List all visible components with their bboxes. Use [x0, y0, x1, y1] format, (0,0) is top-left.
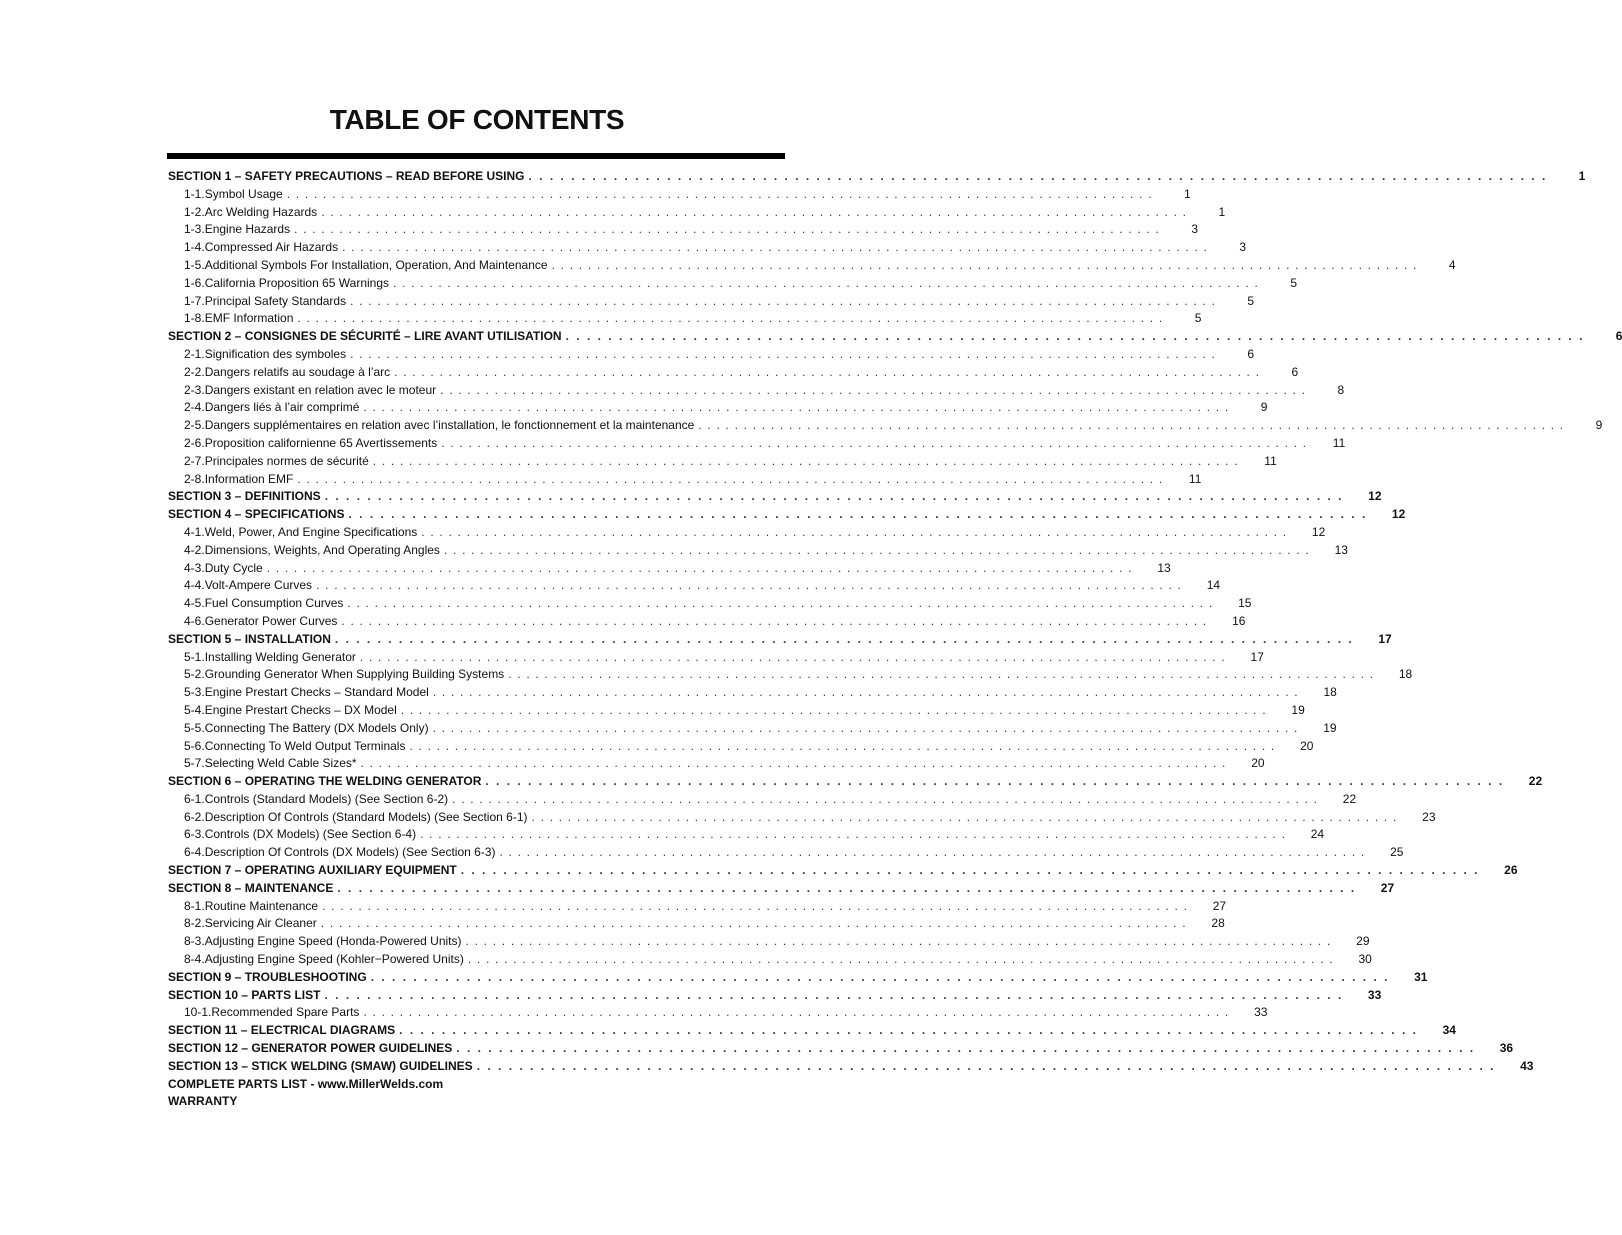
toc-item-row [168, 684, 1337, 702]
toc-item-number: 6-3. [184, 827, 205, 842]
toc-entry-label: Dangers existant en relation avec le moteur [204, 382, 437, 397]
toc-item-row [168, 293, 1255, 311]
toc-section-row [168, 773, 1543, 791]
toc-page-number: 16 [1232, 613, 1246, 628]
toc-item-number: 8-3. [184, 934, 205, 949]
toc-page-number: 1 [1218, 204, 1226, 219]
toc-entry-label: Arc Welding Hazards [204, 204, 318, 219]
toc-item-row [168, 382, 1345, 400]
toc-page-number: 17 [1378, 631, 1392, 646]
toc-entry-label: SECTION 11 – ELECTRICAL DIAGRAMS [168, 1023, 396, 1038]
dot-leader [401, 702, 1267, 720]
toc-item-number: 1-5. [184, 257, 205, 272]
toc-item-number: 2-1. [184, 346, 205, 361]
toc-page-number: 9 [1260, 400, 1268, 415]
toc-section-row [168, 987, 1382, 1005]
toc-entry-label: Generator Power Curves [204, 613, 338, 628]
toc-item-number: 6-2. [184, 809, 205, 824]
toc-page-number: 43 [1520, 1058, 1534, 1073]
toc-item-number: 4-6. [184, 613, 205, 628]
toc-item-row [168, 613, 1246, 631]
toc-page-number: 1 [1578, 169, 1586, 183]
dot-leader [466, 933, 1332, 951]
toc-entry-label: Engine Prestart Checks – DX Model [204, 702, 397, 717]
dot-leader [393, 275, 1259, 293]
dot-leader [363, 1004, 1229, 1022]
dot-leader [347, 595, 1213, 613]
toc-page-number: 34 [1442, 1023, 1456, 1038]
toc-item-row [168, 577, 1221, 595]
toc-item-row [168, 435, 1346, 453]
page-title: TABLE OF CONTENTS [329, 104, 625, 135]
dot-leader [485, 773, 1504, 791]
toc-page-number: 20 [1251, 756, 1265, 771]
dot-leader [461, 862, 1480, 880]
dot-leader [350, 346, 1216, 364]
toc-entry-label: Symbol Usage [204, 186, 283, 201]
toc-entry-label: Dangers relatifs au soudage à l’arc [204, 364, 391, 379]
toc-item-number: 2-5. [184, 418, 205, 433]
toc-item-number: 1-4. [184, 240, 205, 255]
toc-page-number: 27 [1212, 898, 1227, 913]
dot-leader [294, 221, 1160, 239]
toc-item-row [168, 542, 1348, 560]
toc-entry-label: Servicing Air Cleaner [204, 916, 317, 931]
toc-entry-label: SECTION 10 – PARTS LIST [168, 987, 321, 1002]
toc-page-number: 3 [1191, 222, 1199, 237]
toc-page-number: 26 [1504, 863, 1518, 878]
toc-extra-row [168, 1076, 782, 1094]
toc-page-number: 27 [1380, 880, 1395, 895]
toc-entry-label: Duty Cycle [204, 560, 263, 575]
toc-entry-label: SECTION 2 – CONSIGNES DE SÉCURITÉ – LIRE AVANT UTILISATION [168, 329, 562, 344]
toc-entry-label: Additional Symbols For Installation, Operation, And Maintenance [204, 257, 548, 272]
toc-item-row [168, 826, 1325, 844]
toc-entry-label: Compressed Air Hazards [204, 240, 339, 255]
toc-page-number: 5 [1247, 293, 1255, 308]
dot-leader [452, 791, 1318, 809]
toc-item-number: 5-2. [184, 667, 205, 682]
toc-section-row [168, 1058, 1534, 1076]
toc-item-row [168, 738, 1314, 756]
toc-page-number: 28 [1211, 916, 1225, 931]
dot-leader [361, 755, 1227, 773]
dot-leader [337, 880, 1356, 898]
dot-leader [566, 328, 1585, 346]
toc-item-number: 4-3. [184, 560, 205, 575]
toc-section-row [168, 631, 1392, 649]
dot-leader [373, 453, 1239, 471]
toc-section-row [168, 880, 1395, 898]
toc-item-row [168, 399, 1268, 417]
toc-entry-label: Principales normes de sécurité [204, 453, 369, 468]
dot-leader [441, 435, 1307, 453]
dot-leader [698, 417, 1564, 435]
toc-item-number: 2-4. [184, 400, 205, 415]
toc-section-row [168, 1022, 1456, 1040]
toc-page-number: 3 [1239, 240, 1247, 255]
toc-entry-label: Installing Welding Generator [204, 649, 356, 664]
dot-leader [499, 844, 1365, 862]
toc-page-number: 9 [1595, 418, 1603, 433]
dot-leader [316, 577, 1182, 595]
toc-item-number: 8-2. [184, 916, 205, 931]
toc-entry-label: SECTION 3 – DEFINITIONS [168, 489, 321, 504]
toc-item-row [168, 649, 1264, 667]
toc-page-number: 6 [1615, 329, 1622, 344]
toc-entry-label: Routine Maintenance [204, 898, 319, 913]
toc-entry-label: Proposition californienne 65 Avertissements [204, 435, 438, 450]
toc-entry-label: SECTION 12 – GENERATOR POWER GUIDELINES [168, 1041, 453, 1056]
toc-page-number: 11 [1188, 471, 1202, 486]
toc-item-row [168, 453, 1277, 471]
toc-extra-row [168, 1093, 782, 1111]
toc-entry-label: Description Of Controls (Standard Models) (See Section 6-1) [204, 809, 528, 824]
dot-leader [360, 649, 1226, 667]
toc-page-number: 22 [1528, 774, 1543, 789]
toc-page-number: 19 [1291, 702, 1305, 717]
toc-item-number: 1-8. [184, 311, 205, 326]
dot-leader [297, 471, 1163, 489]
toc-item-row [168, 221, 1199, 239]
toc-section-row [168, 168, 1586, 186]
toc-page-number: 14 [1206, 578, 1221, 593]
toc-section-row [168, 1040, 1514, 1058]
toc-entry-label: EMF Information [204, 311, 294, 326]
toc-item-row [168, 257, 1456, 275]
toc-page-number: 13 [1157, 560, 1171, 575]
toc-item-row [168, 524, 1326, 542]
toc-item-number: 4-4. [184, 578, 205, 593]
toc-item-number: 5-7. [184, 756, 205, 771]
toc-entry-label: Weld, Power, And Engine Specifications [204, 524, 418, 539]
toc-entry-label: COMPLETE PARTS LIST - www.MillerWelds.com [168, 1076, 444, 1091]
toc-item-number: 5-1. [184, 649, 205, 664]
toc-section-row [168, 488, 1382, 506]
toc-entry-label: Information EMF [204, 471, 294, 486]
toc-page-number: 6 [1247, 346, 1255, 361]
toc-page-number: 5 [1194, 311, 1202, 326]
toc-item-number: 2-2. [184, 364, 205, 379]
toc-item-row [168, 898, 1227, 916]
dot-leader [322, 898, 1188, 916]
toc-item-number: 6-1. [184, 791, 205, 806]
dot-leader [287, 186, 1153, 204]
toc-entry-label: Signification des symboles [204, 346, 347, 361]
dot-leader [267, 560, 1133, 578]
dot-leader [321, 915, 1187, 933]
dot-leader [321, 204, 1187, 222]
toc-page-number: 25 [1390, 845, 1404, 860]
toc-item-number: 1-1. [184, 186, 205, 201]
toc-entry-label: SECTION 13 – STICK WELDING (SMAW) GUIDELINES [168, 1058, 473, 1073]
toc-item-number: 1-6. [184, 275, 205, 290]
toc-page-number: 33 [1367, 987, 1382, 1002]
toc-item-row [168, 186, 1191, 204]
toc-section-row [168, 506, 1406, 524]
toc-entry-label: SECTION 5 – INSTALLATION [168, 631, 331, 646]
toc-page-number: 19 [1323, 720, 1337, 735]
toc-entry-label: SECTION 4 – SPECIFICATIONS [168, 507, 345, 522]
dot-leader [363, 399, 1229, 417]
toc-entry-label: Connecting The Battery (DX Models Only) [204, 720, 429, 735]
dot-leader [468, 951, 1334, 969]
toc-entry-label: SECTION 1 – SAFETY PRECAUTIONS – READ BEFORE USING [168, 169, 525, 183]
toc-page-number: 29 [1356, 934, 1370, 949]
toc-item-row [168, 560, 1171, 578]
toc-section-row [168, 862, 1518, 880]
toc-item-number: 8-1. [184, 898, 205, 913]
toc-item-number: 2-8. [184, 471, 205, 486]
toc-entry-label: Grounding Generator When Supplying Building Systems [204, 667, 505, 682]
dot-leader [399, 1022, 1418, 1040]
toc-page-number: 15 [1238, 596, 1252, 611]
dot-leader [433, 684, 1299, 702]
toc-page-number: 33 [1254, 1005, 1268, 1020]
table-of-contents [168, 168, 1622, 1111]
toc-item-number: 2-6. [184, 435, 205, 450]
toc-entry-label: SECTION 9 – TROUBLESHOOTING [168, 969, 367, 984]
toc-entry-label: Dimensions, Weights, And Operating Angles [204, 542, 440, 557]
dot-leader [477, 1058, 1496, 1076]
toc-entry-label: Dangers liés à l’air comprimé [204, 400, 360, 415]
toc-item-number: 2-7. [184, 453, 205, 468]
toc-page-number: 18 [1398, 667, 1413, 682]
dot-leader [409, 738, 1275, 756]
dot-leader [371, 969, 1390, 987]
toc-item-row [168, 275, 1297, 293]
toc-item-row [168, 666, 1413, 684]
toc-page-number: 12 [1368, 489, 1382, 504]
dot-leader [325, 488, 1344, 506]
toc-entry-label: Dangers supplémentaires en relation avec l’installation, le fonctionnement et la maintenance [204, 418, 695, 433]
toc-item-number: 1-2. [184, 204, 205, 219]
dot-leader [456, 1040, 1475, 1058]
dot-leader [297, 310, 1163, 328]
toc-item-row [168, 809, 1436, 827]
toc-entry-label: Adjusting Engine Speed (Kohler−Powered Units) [204, 952, 464, 967]
toc-entry-label: California Proposition 65 Warnings [204, 275, 389, 290]
dot-leader [324, 987, 1343, 1005]
toc-item-row [168, 239, 1247, 257]
toc-item-row [168, 791, 1357, 809]
dot-leader [433, 720, 1299, 738]
toc-entry-label: SECTION 8 – MAINTENANCE [168, 880, 334, 895]
toc-entry-label: Controls (Standard Models) (See Section 6-2) [204, 791, 449, 806]
toc-item-number: 10-1. [184, 1005, 212, 1020]
toc-entry-label: Description Of Controls (DX Models) (See Section 6-3) [204, 845, 496, 860]
toc-entry-label: Fuel Consumption Curves [204, 596, 344, 611]
toc-entry-label: Selecting Weld Cable Sizes* [204, 756, 357, 771]
toc-entry-label: Volt-Ampere Curves [204, 578, 313, 593]
toc-section-row [168, 328, 1622, 346]
dot-leader [508, 666, 1374, 684]
toc-item-number: 1-7. [184, 293, 205, 308]
toc-entry-label: Recommended Spare Parts [211, 1005, 360, 1020]
toc-item-number: 5-4. [184, 702, 205, 717]
toc-page-number: 4 [1448, 257, 1456, 272]
toc-page-number: 18 [1323, 685, 1337, 700]
toc-item-row [168, 720, 1337, 738]
toc-item-row [168, 471, 1202, 489]
toc-page-number: 6 [1291, 364, 1299, 379]
toc-entry-label: Controls (DX Models) (See Section 6-4) [204, 827, 417, 842]
toc-entry-label: SECTION 6 – OPERATING THE WELDING GENERATOR [168, 774, 482, 789]
toc-item-number: 5-6. [184, 738, 205, 753]
toc-page-number: 36 [1499, 1041, 1514, 1056]
toc-page-number: 17 [1250, 649, 1264, 664]
toc-item-row [168, 595, 1252, 613]
toc-page-number: 12 [1391, 507, 1406, 522]
dot-leader [342, 239, 1208, 257]
dot-leader [335, 631, 1354, 649]
toc-item-row [168, 346, 1255, 364]
toc-page-number: 1 [1184, 186, 1191, 201]
toc-item-row [168, 310, 1202, 328]
toc-item-number: 6-4. [184, 845, 205, 860]
title-rule [167, 153, 785, 159]
toc-page-number: 11 [1332, 435, 1346, 450]
dot-leader [421, 524, 1287, 542]
dot-leader [350, 293, 1216, 311]
toc-page-number: 31 [1414, 969, 1428, 984]
dot-leader [444, 542, 1310, 560]
toc-page-number: 23 [1422, 809, 1436, 824]
dot-leader [394, 364, 1260, 382]
dot-leader [532, 809, 1398, 827]
toc-item-number: 4-2. [184, 542, 205, 557]
toc-item-number: 5-5. [184, 720, 205, 735]
toc-item-row [168, 702, 1305, 720]
toc-entry-label: Principal Safety Standards [204, 293, 347, 308]
toc-item-row [168, 951, 1372, 969]
dot-leader [529, 168, 1548, 186]
toc-section-row [168, 969, 1428, 987]
toc-item-row [168, 933, 1370, 951]
toc-item-row [168, 204, 1226, 222]
dot-leader [420, 826, 1286, 844]
toc-page-number: 24 [1310, 827, 1325, 842]
dot-leader [341, 613, 1207, 631]
dot-leader [440, 382, 1306, 400]
toc-page-number: 20 [1300, 738, 1314, 753]
toc-item-row [168, 915, 1225, 933]
toc-item-number: 4-5. [184, 596, 205, 611]
toc-entry-label: WARRANTY [168, 1094, 238, 1109]
toc-entry-label: Engine Prestart Checks – Standard Model [204, 685, 429, 700]
toc-page-number: 11 [1264, 453, 1277, 468]
dot-leader [552, 257, 1418, 275]
toc-page-number: 8 [1337, 382, 1345, 397]
toc-entry-label: Connecting To Weld Output Terminals [204, 738, 406, 753]
toc-page-number: 12 [1311, 524, 1326, 539]
toc-page-number: 22 [1342, 791, 1357, 806]
toc-entry-label: Engine Hazards [204, 222, 291, 237]
dot-leader [348, 506, 1367, 524]
toc-item-number: 4-1. [184, 524, 205, 539]
toc-page-number: 30 [1358, 952, 1372, 967]
toc-item-number: 8-4. [184, 952, 205, 967]
toc-item-number: 1-3. [184, 222, 205, 237]
toc-entry-label: Adjusting Engine Speed (Honda-Powered Units) [204, 934, 462, 949]
toc-item-row [168, 844, 1404, 862]
toc-page-number: 13 [1334, 542, 1348, 557]
toc-item-row [168, 755, 1265, 773]
toc-item-number: 5-3. [184, 685, 205, 700]
toc-item-row [168, 1004, 1268, 1022]
toc-item-row [168, 417, 1603, 435]
toc-page-number: 5 [1290, 275, 1297, 290]
toc-entry-label: SECTION 7 – OPERATING AUXILIARY EQUIPMENT [168, 863, 457, 878]
toc-item-row [168, 364, 1299, 382]
toc-item-number: 2-3. [184, 382, 205, 397]
